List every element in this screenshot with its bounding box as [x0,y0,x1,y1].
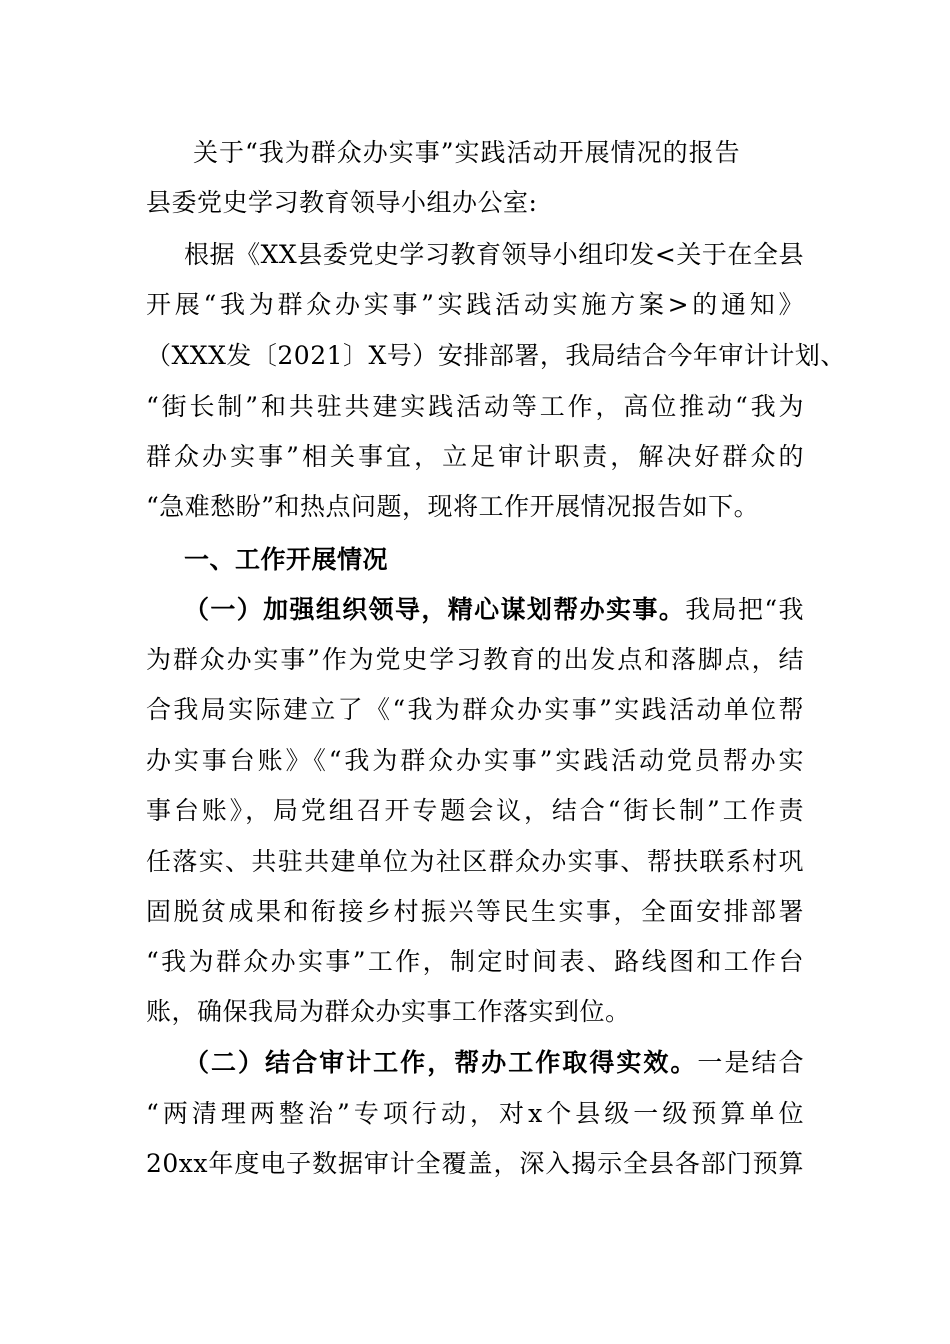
paragraph-line: “两清理两整治”专项行动，对x个县级一级预算单位 [146,1099,804,1128]
paragraph-line: 任落实、共驻共建单位为社区群众办实事、帮扶联系村巩 [146,847,804,876]
paragraph-text: 我局把“我 [685,595,804,624]
paragraph-line: “我为群众办实事”工作，制定时间表、路线图和工作台 [146,947,804,976]
subsection-heading: （二）结合审计工作，帮办工作取得实效。 [184,1048,698,1077]
paragraph-line: “急难愁盼”和热点问题，现将工作开展情况报告如下。 [146,492,760,521]
document-title: 关于“我为群众办实事”实践活动开展情况的报告 [193,138,741,167]
subsection-heading: （一）加强组织领导，精心谋划帮办实事。 [184,595,686,624]
paragraph-line: 开展“我为群众办实事”实践活动实施方案>的通知》 [146,290,804,319]
section-heading: 一、工作开展情况 [184,545,389,574]
paragraph-line: 事台账》，局党组召开专题会议，结合“街长制”工作责 [146,796,804,825]
subsection-first-line [184,595,804,625]
subsection-first-line [184,1048,804,1078]
salutation: 县委党史学习教育领导小组办公室: [146,188,538,217]
paragraph-line: 根据《XX县委党史学习教育领导小组印发<关于在全县 [184,240,804,269]
paragraph-line: “街长制”和共驻共建实践活动等工作，高位推动“我为 [146,392,804,421]
paragraph-line: 群众办实事”相关事宜，立足审计职责，解决好群众的 [146,442,804,471]
paragraph-line: （XXX发〔2021〕X号）安排部署，我局结合今年审计计划、 [146,341,846,370]
paragraph-line: 账，确保我局为群众办实事工作落实到位。 [146,997,631,1026]
paragraph-line: 固脱贫成果和衔接乡村振兴等民生实事，全面安排部署 [146,897,804,926]
paragraph-line: 办实事台账》《“我为群众办实事”实践活动党员帮办实 [146,746,804,775]
paragraph-line: 合我局实际建立了《“我为群众办实事”实践活动单位帮 [146,695,804,724]
paragraph-line: 20xx年度电子数据审计全覆盖，深入揭示全县各部门预算 [146,1149,804,1178]
paragraph-line: 为群众办实事”作为党史学习教育的出发点和落脚点，结 [146,645,804,674]
paragraph-text: 一是结合 [697,1048,804,1077]
